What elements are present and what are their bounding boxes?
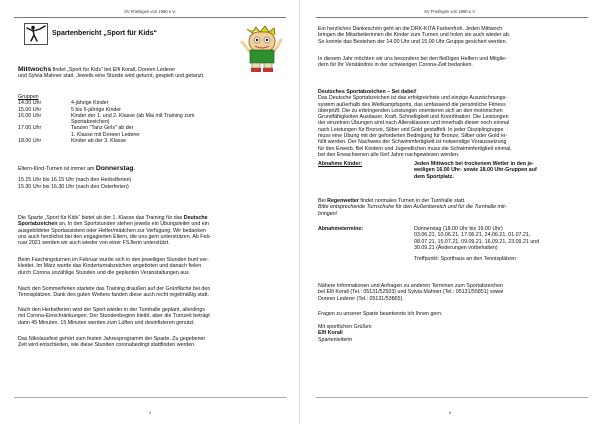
info-line: Nähere Informationen und Anfragen zu anderen Terminen zum Sportabzeichen <box>318 283 504 289</box>
eltern-kind-day: Donnerstag <box>95 165 134 172</box>
sportabzeichen-line: der einzelnen Übungen sind nach Altersklassen und innerhalb dieser noch einmal <box>318 120 510 127</box>
left-header-rule <box>14 17 286 18</box>
herbst-line: Nach den Herbstferien wird der Sport wieder in der Turnhalle geplant, allerdings <box>18 307 205 313</box>
closing-text: Mit sportlichen Grüßen <box>318 324 372 330</box>
signature-block <box>318 324 586 343</box>
questions-text: Fragen zu unserer Sparte beantworte ich Ihnen gern. <box>318 311 443 317</box>
schedule-desc: Sportabzeichen) <box>71 119 110 126</box>
abnahmetermine-label: Abnahmetermine: <box>318 226 364 232</box>
sommer-line: Nach den Sommerferien startete das Training draußen auf der Grünfläche bei den <box>18 286 211 292</box>
fasching-line: Beim Faschingsturnen im Februar wurde sich in den jeweiligen Stunden bunt ver- <box>18 257 209 263</box>
schedule-desc: 5 bis 6-jährige Kinder <box>71 106 122 113</box>
signature-role: Spartenleiterin <box>318 336 353 343</box>
abnahme-kinder-line: dem Sportplatz. <box>414 173 454 180</box>
schedule-time: 16.00 Uhr <box>18 112 42 119</box>
schedule-time: 14.00 Uhr <box>18 100 42 107</box>
schedule-time: 18.00 Uhr <box>18 138 42 145</box>
schedule-desc: 4-jährige Kinder <box>71 100 109 107</box>
intro-paragraph <box>18 67 280 80</box>
schedule-desc: Kinder der 1. und 2. Klasse (ab Mai mit Training zum <box>71 112 195 119</box>
thanks-line: bringen die Mitarbeiterinnen die Kinder zum Turnen und holen sie auch wieder ab. <box>318 32 511 39</box>
abnahmetermine-line: Donnerstag (18.00 Uhr bis 19.00 Uhr) <box>414 226 503 232</box>
fasching-paragraph <box>18 257 280 276</box>
sportabzeichen-line: nach Leistungen für Bronze, Silber und Gold gestaffelt. In jeder Disziplingruppe <box>318 126 504 133</box>
sportabzeichen-heading: Deutsches Sportabzeichen – Sei dabei! <box>318 89 417 95</box>
eltern-date: 15.30 Uhr bis 16.30 Uhr (nach den Osterferien) <box>18 183 129 190</box>
herbst-line: dann 45 Minuten. 15 Minuten werden zum Lüften und desinfizieren genutzt. <box>18 319 195 326</box>
sportabzeichen-line: für den Erwerb. Bei Kindern und Jugendlichen muss die Schwimmfertigkeit einmal, <box>318 145 512 152</box>
sommer-paragraph <box>18 286 280 299</box>
training-line: ausgebildeter Sportassistent oder Helfer/mädchen zur Verfügung. Wir bedanken <box>18 227 206 234</box>
right-header-rule <box>316 17 588 18</box>
sportabzeichen-line: system außerhalb des Wettkampfsports, das umfassend die persönliche Fitness <box>318 101 506 108</box>
right-footer-rule <box>316 397 588 398</box>
left-footer-rule <box>14 397 286 398</box>
eltern-kind-text: Eltern-Kind-Turnen ist immer am <box>18 166 96 172</box>
schedule-time: 15.00 Uhr <box>18 106 42 113</box>
training-line: uns auch herzlichst bei den engagierten Eltern, die uns gern unterstützen. Ab Feb- <box>18 233 212 240</box>
herbst-paragraph <box>18 307 280 326</box>
helpers-line: In diesem Jahr möchten wir uns besonders bei den fleißigen Helfern und Mitglie- <box>318 56 507 62</box>
intro-lead: Mittwochs <box>18 66 52 73</box>
regen-section <box>318 198 586 217</box>
eltern-date: 15.15 Uhr bis 16.15 Uhr (nach den Herbstferien) <box>18 177 132 184</box>
sportabzeichen-line: Das Deutsche Sportabzeichen ist das erfolgreichste und einzige Auszeichnungs- <box>318 95 508 102</box>
groups-heading: Gruppen <box>18 94 39 100</box>
nikolaus-paragraph <box>18 336 280 349</box>
training-paragraph <box>18 215 280 246</box>
eltern-kind-end: . <box>133 166 136 172</box>
mitbringen-line: Bitte entsprechende Turnschuhe für den Außenbereich und für die Turnhalle mit- <box>318 204 507 211</box>
fasching-line: durch Corona unzählige Stunden und die geplanten Veranstaltungen aus. <box>18 269 191 276</box>
info-line: Doreen Lederer (Tel.: 05131/53865). <box>318 295 404 302</box>
page-title: Spartenbericht „Sport für Kids“ <box>52 30 158 37</box>
right-page-number: 5 <box>448 410 452 415</box>
right-page-header: SV Frielingen von 1960 e.V. <box>424 9 476 14</box>
sportabzeichen-line: füllt werden. Der Nachweis der Schwimmfertigkeit ist notwendige Voraussetzung <box>318 139 507 146</box>
schedule-row <box>18 113 280 126</box>
schedule-desc: Kinder ab der 3. Klasse <box>71 138 127 145</box>
info-line: bei Elfi Korall (Tel.: 05131/52503) und Sylvia Mahner (Tel.: 05131/55851) sowie <box>318 289 504 296</box>
abnahmetermine-line: 03.06.21, 10.06.21, 17.06.21, 24.06.21, 01.07.21, <box>414 232 531 239</box>
abnahmetermine-section <box>318 226 586 262</box>
sportabzeichen-line: überprüft. Die zu erbringenden Leistungen orientieren sich an den motorischen <box>318 107 503 114</box>
treffpunkt: Treffpunkt: Sporthaus an den Tennisplätzen <box>414 256 517 263</box>
schedule-row <box>18 138 280 144</box>
thanks-line: So konnte das Bestehen der 14.00 Uhr und 15.00 Uhr Gruppe gesichert werden. <box>318 38 508 45</box>
nikolaus-line: Das Nikolausfest gehört zum festen Jahresprogramm der Sparte. Zu gegebener <box>18 336 206 342</box>
intro-line2: und Sylvia Mahner statt. Jeweils eine Stunde wird geturnt, gespielt und getanzt. <box>18 73 205 80</box>
mitbringen-line: bringen! <box>318 210 338 217</box>
schedule-time: 17.00 Uhr <box>18 125 42 132</box>
thanks-line: Ein herzliches Dankeschön geht an die DRK-KITA Farbenfroh. Jeden Mittwoch <box>318 26 503 32</box>
nikolaus-line: Zeit wird entschieden, wie diese Stunden coronabedingt stattfinden werden. <box>18 342 196 349</box>
sportabzeichen-line: bei den Erwachsenen alle fünf Jahre nachgewiesen werden. <box>318 151 460 158</box>
regen-text: findet normales Turnen in der Turnhalle statt. <box>358 198 466 204</box>
sportabzeichen-line: muss eine Übung mit der geforderten Bedingung für Bronze, Silber oder Gold er- <box>318 133 508 140</box>
questions-line <box>318 311 586 317</box>
sportabzeichen-line: Grundfähigkeiten Ausdauer, Kraft, Schnelligkeit und Koordination. Die Leistungen <box>318 114 509 121</box>
schedule-row <box>18 125 280 138</box>
training-line: Die Sparte „Sport für Kids“ bietet ab der 1. Klasse das Training für das <box>18 215 184 221</box>
regen-text: Bei <box>318 198 328 204</box>
abnahmetermine-line: 08.07.21, 15.07.21, 09.09.21, 16.09.21, 23.09.21 und <box>414 238 540 245</box>
sportabzeichen-section <box>318 89 586 158</box>
abnahme-kinder-section <box>318 161 586 180</box>
helpers-paragraph <box>318 56 586 69</box>
abnahme-kinder-line: Jeden Mittwoch bei trockenem Wetter in den je- <box>414 161 534 167</box>
gymnast-logo-icon <box>24 23 48 45</box>
info-paragraph <box>318 283 586 302</box>
abnahmetermine-line: 30.09.21 (Änderungen vorbehalten) <box>414 244 498 251</box>
signature-name: Elfi Korall <box>318 330 343 337</box>
intro-line1: findet „Sport für Kids“ bei Elfi Korall, Doreen Lederer <box>51 67 176 73</box>
right-page <box>300 0 600 424</box>
training-line: ruar 2021 werden wir auch wieder von einer FSJlerin unterstützt. <box>18 240 170 247</box>
abnahme-kinder-label: Abnahme Kinder: <box>318 161 363 167</box>
left-page-number: 4 <box>148 410 152 415</box>
helpers-line: dern für Ihr Verständnis in der schwierigen Corona-Zeit bedanken. <box>318 62 473 69</box>
training-line: an. In den Sportstunden stehen jeweils ein Übungsleiter und ein <box>57 221 209 228</box>
training-bold: Deutsche <box>183 215 208 221</box>
abnahme-kinder-line: weiligen 16.00 Uhr- sowie 18.00 Uhr-Gruppen auf <box>414 167 537 174</box>
thanks-paragraph <box>318 26 586 45</box>
left-page-header: SV Frielingen von 1960 e.V. <box>124 9 176 14</box>
eltern-kind-section <box>18 166 280 190</box>
herbst-line: mit Corona-Einschränkungen. Der Stundenbeginn bleibt, aber die Turnzeit beträgt <box>18 313 210 320</box>
fasching-line: kleidet. Im März wurde das Kinderturnabzeichen angeboten und danach fielen <box>18 263 202 270</box>
schedule-desc: 1. Klasse mit Doreen Lederer <box>71 131 140 138</box>
sommer-line: Tennisplätzen. Dank des guten Wetters fanden diese auch recht regelmäßig statt. <box>18 292 209 299</box>
schedule-desc: Tanzen "Tanz Girls" ab der <box>71 125 134 132</box>
regen-bold: Regenwetter <box>327 198 359 204</box>
training-bold: Sportabzeichen <box>18 221 58 228</box>
groups-section <box>18 94 280 144</box>
